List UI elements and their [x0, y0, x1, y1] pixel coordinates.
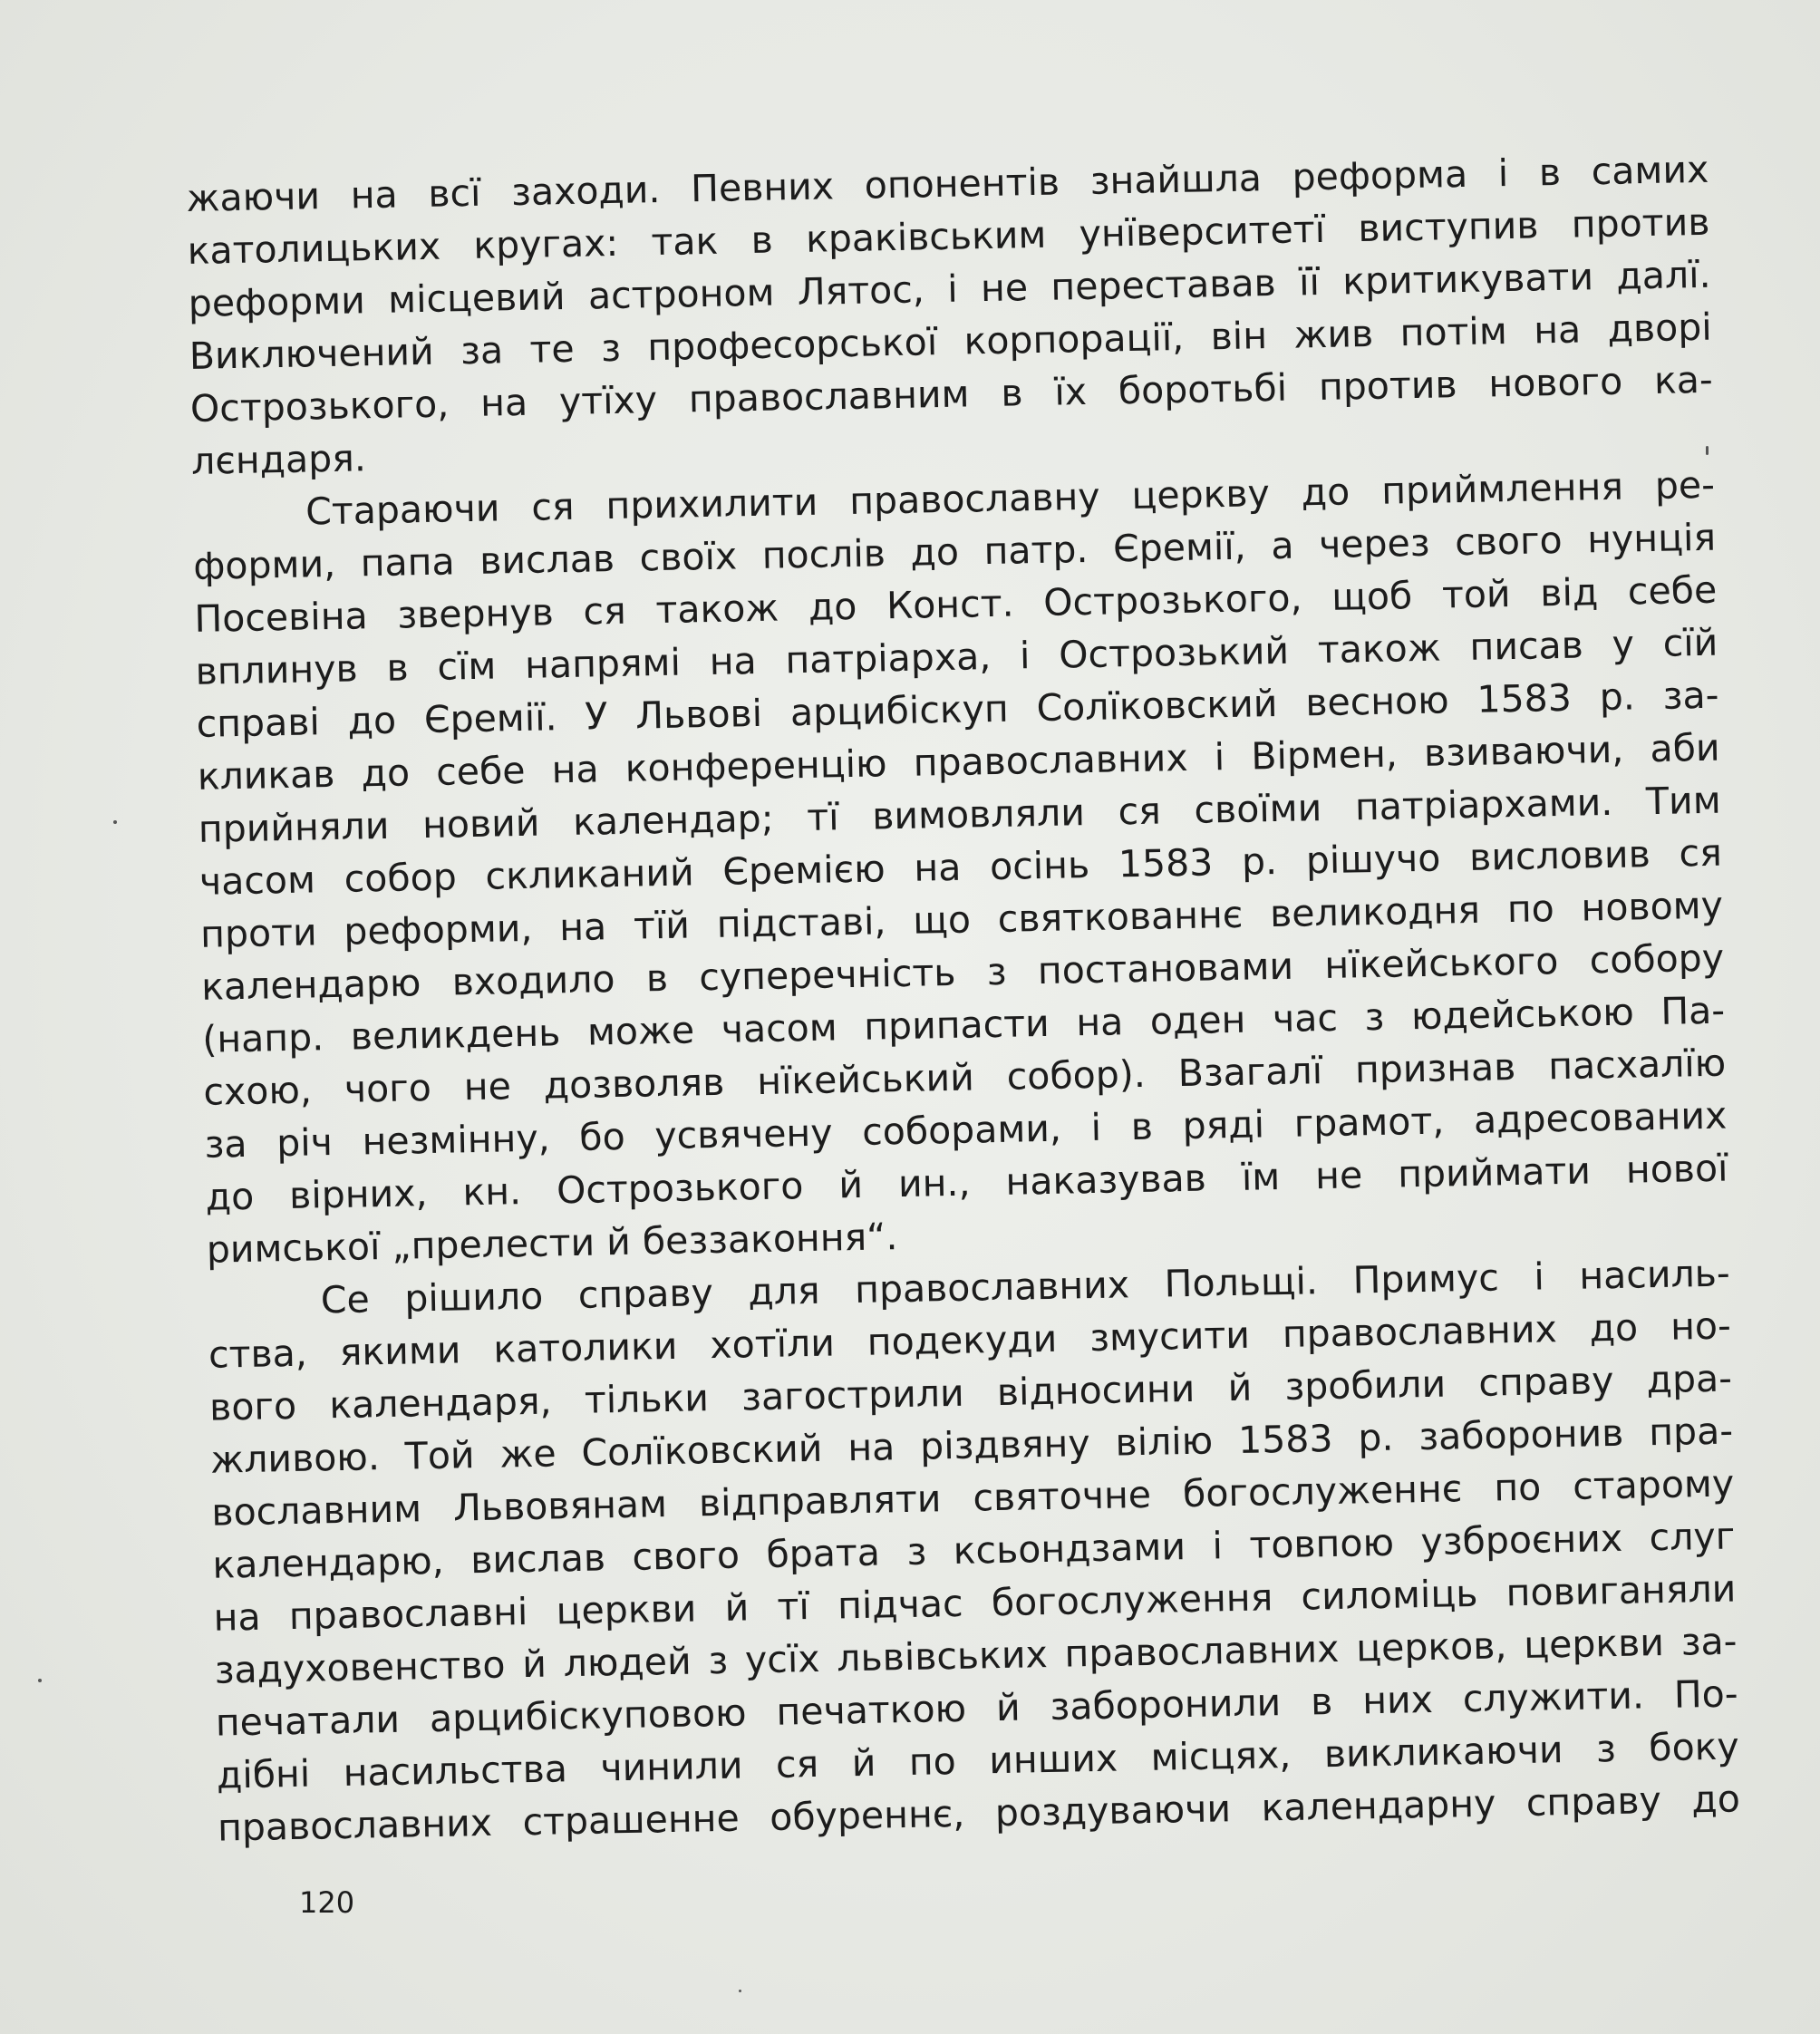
text-line: календарю входило в суперечність з постановами нїкейського собору: [200, 935, 1725, 1009]
text-line: Се рішило справу для православних Польщі. Примус і насиль-: [320, 1251, 1731, 1322]
text-line: кликав до себе на конференцію православних і Вірмен, взиваючи, аби: [197, 725, 1720, 799]
text-line: печатали арцибіскуповою печаткою й заборонили в них служити. По-: [215, 1671, 1738, 1745]
text-line: вославним Львовянам відправляти святочне богослуженнє по старому: [210, 1461, 1735, 1535]
text-line: задуховенство й людей з усїх львівських православних церков, церкви за-: [214, 1619, 1738, 1692]
text-line: вого календаря, тільки загострили відносини й зробили справу дра-: [208, 1356, 1733, 1429]
text-line: лєндаря.: [190, 436, 367, 483]
text-line: справі до Єремії. У Львові арцибіскуп Солїковский весною 1583 р. за-: [196, 673, 1719, 746]
paragraph-2: [192, 459, 1729, 1276]
text-line: схою, чого не дозволяв нїкейський собор). Взагалї признав пасхалїю: [203, 1041, 1727, 1114]
text-line: Стараючи ся прихилити православну церкву до приймлення ре-: [305, 462, 1716, 534]
paper-speck: [1706, 446, 1709, 455]
paper-speck: [113, 820, 117, 824]
text-line: Посевіна звернув ся також до Конст. Острозького, щоб той від себе: [194, 567, 1718, 641]
body-text: [186, 143, 1740, 1855]
text-line: календарю, вислав свого брата з ксьондзами і товпою узброєних слуг: [212, 1514, 1736, 1587]
text-line: жаючи на всї заходи. Певних опонентів знайшла реформа і в самих: [186, 147, 1709, 220]
paragraph-1: [186, 143, 1714, 488]
text-line: за річ незмінну, бо усвячену соборами, і в ряді грамот, адресованих: [204, 1093, 1728, 1167]
text-line: жливою. Той же Солїковский на різдвяну вілію 1583 р. заборонив пра-: [209, 1409, 1734, 1482]
text-line: Острозького, на утїху православним в їх боротьбі против нового ка-: [189, 357, 1714, 431]
text-line: ства, якими католики хотїли подекуди змусити православних до но-: [208, 1303, 1732, 1377]
text-line: на православні церкви й тї підчас богослуження силоміць повиганяли: [213, 1566, 1737, 1640]
paragraph-3: [207, 1247, 1740, 1855]
text-line: православних страшенне обуреннє, роздуваючи календарну справу до: [217, 1777, 1741, 1850]
text-line: католицьких кругах: так в краківським унїверситетї виступив против: [187, 199, 1710, 273]
text-line: часом собор скликаний Єремією на осінь 1583 р. рішучо висловив ся: [198, 830, 1723, 904]
text-line: проти реформи, на тїй підставі, що святкованнє великодня по новому: [199, 883, 1724, 956]
paper-speck: [38, 1679, 42, 1682]
text-line: прийняли новий календар; тї вимовляли ся своїми патріархами. Тим: [198, 778, 1722, 851]
text-line: Виключений за те з професорської корпорації, він жив потім на дворі: [189, 305, 1713, 378]
text-line: вплинув в сїм напрямі на патріарха, і Острозький також писав у сїй: [195, 620, 1718, 693]
text-line: (напр. великдень може часом припасти на оден час з юдейською Па-: [201, 988, 1726, 1061]
text-line: дібні насильства чинили ся й по инших місцях, викликаючи з боку: [216, 1724, 1740, 1797]
text-line: реформи місцевий астроном Лятос, і не переставав її критикувати далї.: [188, 252, 1711, 325]
page-number: 120: [299, 1885, 355, 1920]
text-line: римської „прелести й беззаконня“.: [206, 1215, 898, 1272]
text-line: форми, папа вислав своїх послів до патр. Єремії, а через свого нунція: [192, 515, 1717, 588]
text-line: до вірних, кн. Острозького й ин., наказував їм не приймати нової: [205, 1146, 1728, 1219]
paper-speck: [739, 1990, 741, 1992]
